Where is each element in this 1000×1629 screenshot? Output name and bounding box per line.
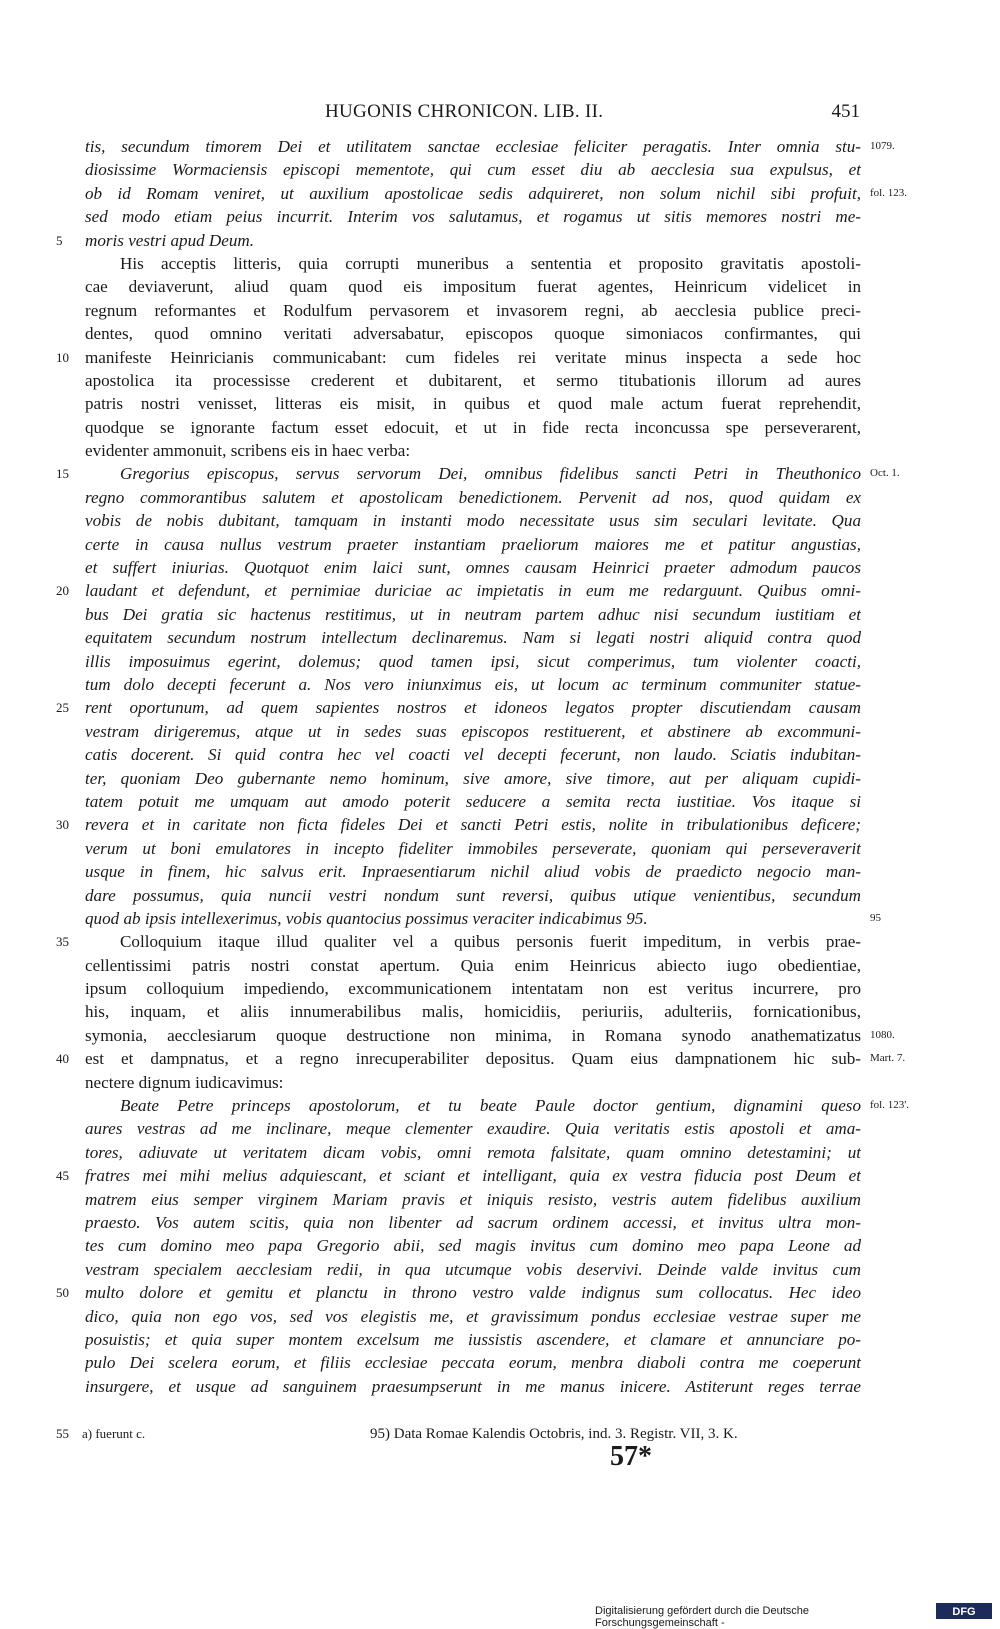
text-line [0, 1211, 1000, 1234]
line-text: sed modo etiam peius incurrit. Interim vos salutamus, et rogamus ut sitis memores nostri me- [85, 207, 861, 227]
text-line [0, 1000, 1000, 1023]
text-line [0, 743, 1000, 766]
text-line [0, 977, 1000, 1000]
text-line [0, 556, 1000, 579]
text-line [0, 205, 1000, 228]
text-line [0, 954, 1000, 977]
margin-note: 95 [870, 911, 881, 924]
line-text: aures vestras ad me inclinare, meque clementer exaudire. Quia veritatis estis apostoli et ama- [85, 1119, 861, 1139]
line-text: illis imposuimus egerint, dolemus; quod tamen ipsi, sicut comperimus, tum violenter coacti, [85, 651, 861, 671]
line-text: revera et in caritate non ficta fideles Dei et sancti Petri estis, nolite in tribulationibus deficere; [85, 815, 861, 835]
line-text: rent oportunum, ad quem sapientes nostros et idoneos legatos propter discutiendam causam [85, 698, 861, 718]
text-line [0, 1258, 1000, 1281]
line-number: 10 [56, 349, 69, 365]
line-text: cae deviaverunt, aliud quam quod eis impositum fuerat agentes, Heinricum videlicet in [85, 277, 861, 297]
line-text: pulo Dei scelera eorum, et filiis ecclesiae peccata eorum, menbra diaboli contra me coeperunt [85, 1353, 861, 1373]
text-line [0, 860, 1000, 883]
text-line [0, 1117, 1000, 1140]
text-line [0, 696, 1000, 719]
line-text: ter, quoniam Deo gubernante nemo hominum, sive amore, sive timore, aut per aliquam cupidi- [85, 768, 861, 788]
text-line [0, 486, 1000, 509]
text-line [0, 1375, 1000, 1398]
line-text: quodque se ignorante factum esset edocuit, et ut in fide recta inconcussa spe perseverarent, [85, 417, 861, 437]
line-text: cellentissimi patris nostri constat apertum. Quia enim Heinricus abiecto iugo obedientiae, [85, 955, 861, 975]
text-line [0, 626, 1000, 649]
line-text: evidenter ammonuit, scribens eis in haec verba: [85, 441, 411, 461]
dfg-logo-text: DFG [952, 1606, 976, 1618]
footnote-95: 95) Data Romae Kalendis Octobris, ind. 3. Registr. VII, 3. K. [370, 1426, 738, 1442]
text-line [0, 579, 1000, 602]
text-line [0, 1024, 1000, 1047]
line-text: catis docerent. Si quid contra hec vel coacti vel decepti fecerunt, non laudo. Sciatis indubitan- [85, 745, 861, 765]
line-text: dentes, quod omnino veritati adversabatur, episcopos quoque simoniacos confirmantes, qui [85, 324, 861, 344]
line-number: 45 [56, 1168, 69, 1184]
line-text: ob id Romam veniret, ut auxilium apostolicae sedis adquireret, non solum nichil sibi profuit, [85, 183, 861, 203]
line-text: est et dampnatus, et a regno inrecuperabiliter depositus. Quam eius dampnationem hic sub- [85, 1049, 861, 1069]
footnotes [0, 1422, 1000, 1446]
text-line [0, 416, 1000, 439]
line-text: usque in finem, hic salvus erit. Inpraesentiarum nichil aliud vobis de praedicto negocio man- [85, 862, 861, 882]
text-line [0, 1305, 1000, 1328]
text-line [0, 1281, 1000, 1304]
text-line [0, 322, 1000, 345]
line-text: fratres mei mihi melius adquiescant, et sciant et intelligant, quia ex vestra fiducia post Deum et [85, 1166, 861, 1186]
line-text: diosissime Wormaciensis episcopi mementote, qui cum esset diu ab aecclesia sua expulsus, et [85, 160, 861, 180]
line-text: tores, adiuvate ut veritatem dicam vobis, omni remota falsitate, quam omnino detestamini; ut [85, 1142, 861, 1162]
line-number: 15 [56, 466, 69, 482]
text-line [0, 884, 1000, 907]
line-text: his, inquam, et aliis innumerabilibus malis, homicidiis, periuriis, adulteriis, fornicationibus, [85, 1002, 861, 1022]
text-line [0, 252, 1000, 275]
line-text: tis, secundum timorem Dei et utilitatem sanctae ecclesiae feliciter peragatis. Inter omnia stu- [85, 137, 861, 156]
margin-note: 1080. [870, 1028, 895, 1041]
line-text: apostolica ita processisse crederent et dubitarent, et sermo titubationis illorum ad aures [85, 370, 861, 390]
running-title: HUGONIS CHRONICON. LIB. II. [325, 101, 604, 122]
signature-mark: 57* [610, 1441, 652, 1472]
line-text: equitatem secundum nostrum intellectum declinaremus. Nam si legati nostri aliquid contra quod [85, 628, 861, 648]
margin-note: Oct. 1. [870, 467, 900, 480]
line-number: 5 [56, 232, 63, 248]
line-text: ipsum colloquium impediendo, excommunicationem intentatam non est veritus incurrere, pro [85, 979, 861, 999]
line-text: multo dolore et gemitu et planctu in throno vestro valde indignus sum collocatus. Hec ideo [85, 1283, 861, 1303]
line-text: praesto. Vos autem scitis, quia non libenter ad sacrum ordinem accessi, et invitus ultra mon- [85, 1212, 861, 1232]
text-line [0, 1188, 1000, 1211]
line-text: nectere dignum iudicavimus: [85, 1072, 284, 1092]
dfg-credit: Digitalisierung gefördert durch die Deutsche Forschungsgemeinschaft - [595, 1605, 810, 1629]
text-line [0, 1094, 1000, 1117]
margin-note: fol. 123'. [870, 1099, 909, 1112]
text-line [0, 299, 1000, 322]
text-line [0, 533, 1000, 556]
margin-note: 1079. [870, 140, 895, 152]
line-text: Colloquium itaque illud qualiter vel a quibus personis fuerit impeditum, in verbis prae- [120, 932, 861, 952]
line-number: 35 [56, 934, 69, 950]
dfg-logo-icon [936, 1603, 992, 1619]
line-text: moris vestri apud Deum. [85, 230, 255, 250]
running-header [85, 101, 860, 129]
line-text: verum ut boni emulatores in incepto fideliter immobiles perseverate, quoniam qui perseveraverit [85, 838, 861, 858]
line-text: vobis de nobis dubitant, tamquam in instanti modo necessitate usus sim seculari levitate. Qua [85, 511, 861, 531]
page-number: 451 [831, 101, 860, 122]
margin-note: Mart. 7. [870, 1052, 906, 1065]
line-text: bus Dei gratia sic hactenus restitimus, ut in neutram partem adhuc nisi secundum iustitiam et [85, 604, 861, 624]
text-line [0, 930, 1000, 953]
text-line [0, 182, 1000, 205]
digitization-footer [595, 1601, 1000, 1629]
text-line [0, 158, 1000, 181]
text-line [0, 1328, 1000, 1351]
line-text: Beate Petre princeps apostolorum, et tu beate Paule doctor gentium, dignamini queso [120, 1096, 861, 1116]
text-line [0, 1234, 1000, 1257]
text-line [0, 650, 1000, 673]
line-number: 50 [56, 1285, 69, 1301]
text-line [0, 509, 1000, 532]
text-line [0, 135, 1000, 158]
line-text: His acceptis litteris, quia corrupti muneribus a sententia et proposito gravitatis apostoli- [120, 253, 861, 273]
line-text: certe in causa nullus vestrum praeter instantiam praeliorum maiores me et patitur angustias, [85, 534, 861, 554]
text-line [0, 462, 1000, 485]
text-line [0, 790, 1000, 813]
footnote-line-number: 55 [56, 1426, 69, 1441]
text-line [0, 1071, 1000, 1094]
text-line [0, 767, 1000, 790]
text-line [0, 346, 1000, 369]
line-number: 40 [56, 1051, 69, 1067]
text-line [0, 369, 1000, 392]
line-text: posuistis; et quia super montem excelsum me iussistis ascendere, et clamare et annunciare po- [85, 1329, 861, 1349]
line-text: laudant et defendunt, et pernimiae duriciae ac impietatis in eum me redarguunt. Quibus omni- [85, 581, 861, 601]
text-body [0, 135, 1000, 1398]
text-line [0, 1141, 1000, 1164]
line-text: patris nostri venisset, litteras eis misit, in quibus et quod male actum fuerat reprehendit, [85, 394, 861, 414]
line-number: 30 [56, 817, 69, 833]
line-text: tatem potuit me umquam aut amodo poterit seducere a semita recta iustitiae. Vos itaque si [85, 791, 861, 811]
margin-note: fol. 123. [870, 186, 907, 199]
line-text: matrem eius semper virginem Mariam pravis et iniquis resisto, vestris autem fidelibus auxilium [85, 1189, 861, 1209]
text-line [0, 837, 1000, 860]
text-line [0, 1164, 1000, 1187]
text-line [0, 907, 1000, 930]
text-line [0, 603, 1000, 626]
line-text: dico, quia non ego vos, sed vos elegistis me, et gravissimum pondus ecclesiae vestrae super me [85, 1306, 861, 1326]
line-text: regnum reformantes et Rodulfum pervasorem et invasorem regni, ab aecclesia publice preci- [85, 300, 861, 320]
text-line [0, 392, 1000, 415]
footnote-a: a) fuerunt c. [82, 1426, 146, 1441]
text-line [0, 439, 1000, 462]
line-text: Gregorius episcopus, servus servorum Dei, omnibus fidelibus sancti Petri in Theuthonico [120, 464, 861, 484]
line-text: vestram dirigeremus, atque ut in sedes suas episcopos restituerent, et abstinere ab excommuni- [85, 721, 861, 741]
text-line [0, 673, 1000, 696]
line-text: quod ab ipsis intellexerimus, vobis quantocius possimus veraciter indicabimus 95. [85, 908, 648, 928]
line-text: tes cum domino meo papa Gregorio abii, sed magis invitus cum domino meo papa Leone ad [85, 1236, 861, 1256]
line-number: 25 [56, 700, 69, 716]
line-text: manifeste Heinricianis communicabant: cum fideles rei veritate minus inspecta a sede hoc [85, 347, 861, 367]
line-text: tum dolo decepti fecerunt a. Nos vero iniunximus eis, ut locum ac terminum communiter statue- [85, 674, 861, 694]
text-line [0, 813, 1000, 836]
line-text: et suffert iniurias. Quotquot enim laici sunt, omnes causam Heinrici praeter admodum paucos [85, 558, 861, 578]
text-line [0, 720, 1000, 743]
line-text: vestram specialem aecclesiam redii, in qua utcumque vobis deservivi. Deinde valde invitus cum [85, 1259, 861, 1279]
text-line [0, 275, 1000, 298]
line-text: dare possumus, quia nuncii vestri nondum sunt reversi, quibus utique venientibus, secundum [85, 885, 861, 905]
line-text: regno commorantibus salutem et apostolicam benedictionem. Pervenit ad nos, quod quidam ex [85, 487, 861, 507]
text-line [0, 1047, 1000, 1070]
text-line [0, 1351, 1000, 1374]
line-number: 20 [56, 583, 69, 599]
text-line [0, 229, 1000, 252]
line-text: symonia, aecclesiarum quoque destructione non minima, in Romana synodo anathematizatus [85, 1025, 861, 1045]
line-text: insurgere, et usque ad sanguinem praesumpserunt in me manus inicere. Astiterunt reges terrae [85, 1376, 861, 1396]
